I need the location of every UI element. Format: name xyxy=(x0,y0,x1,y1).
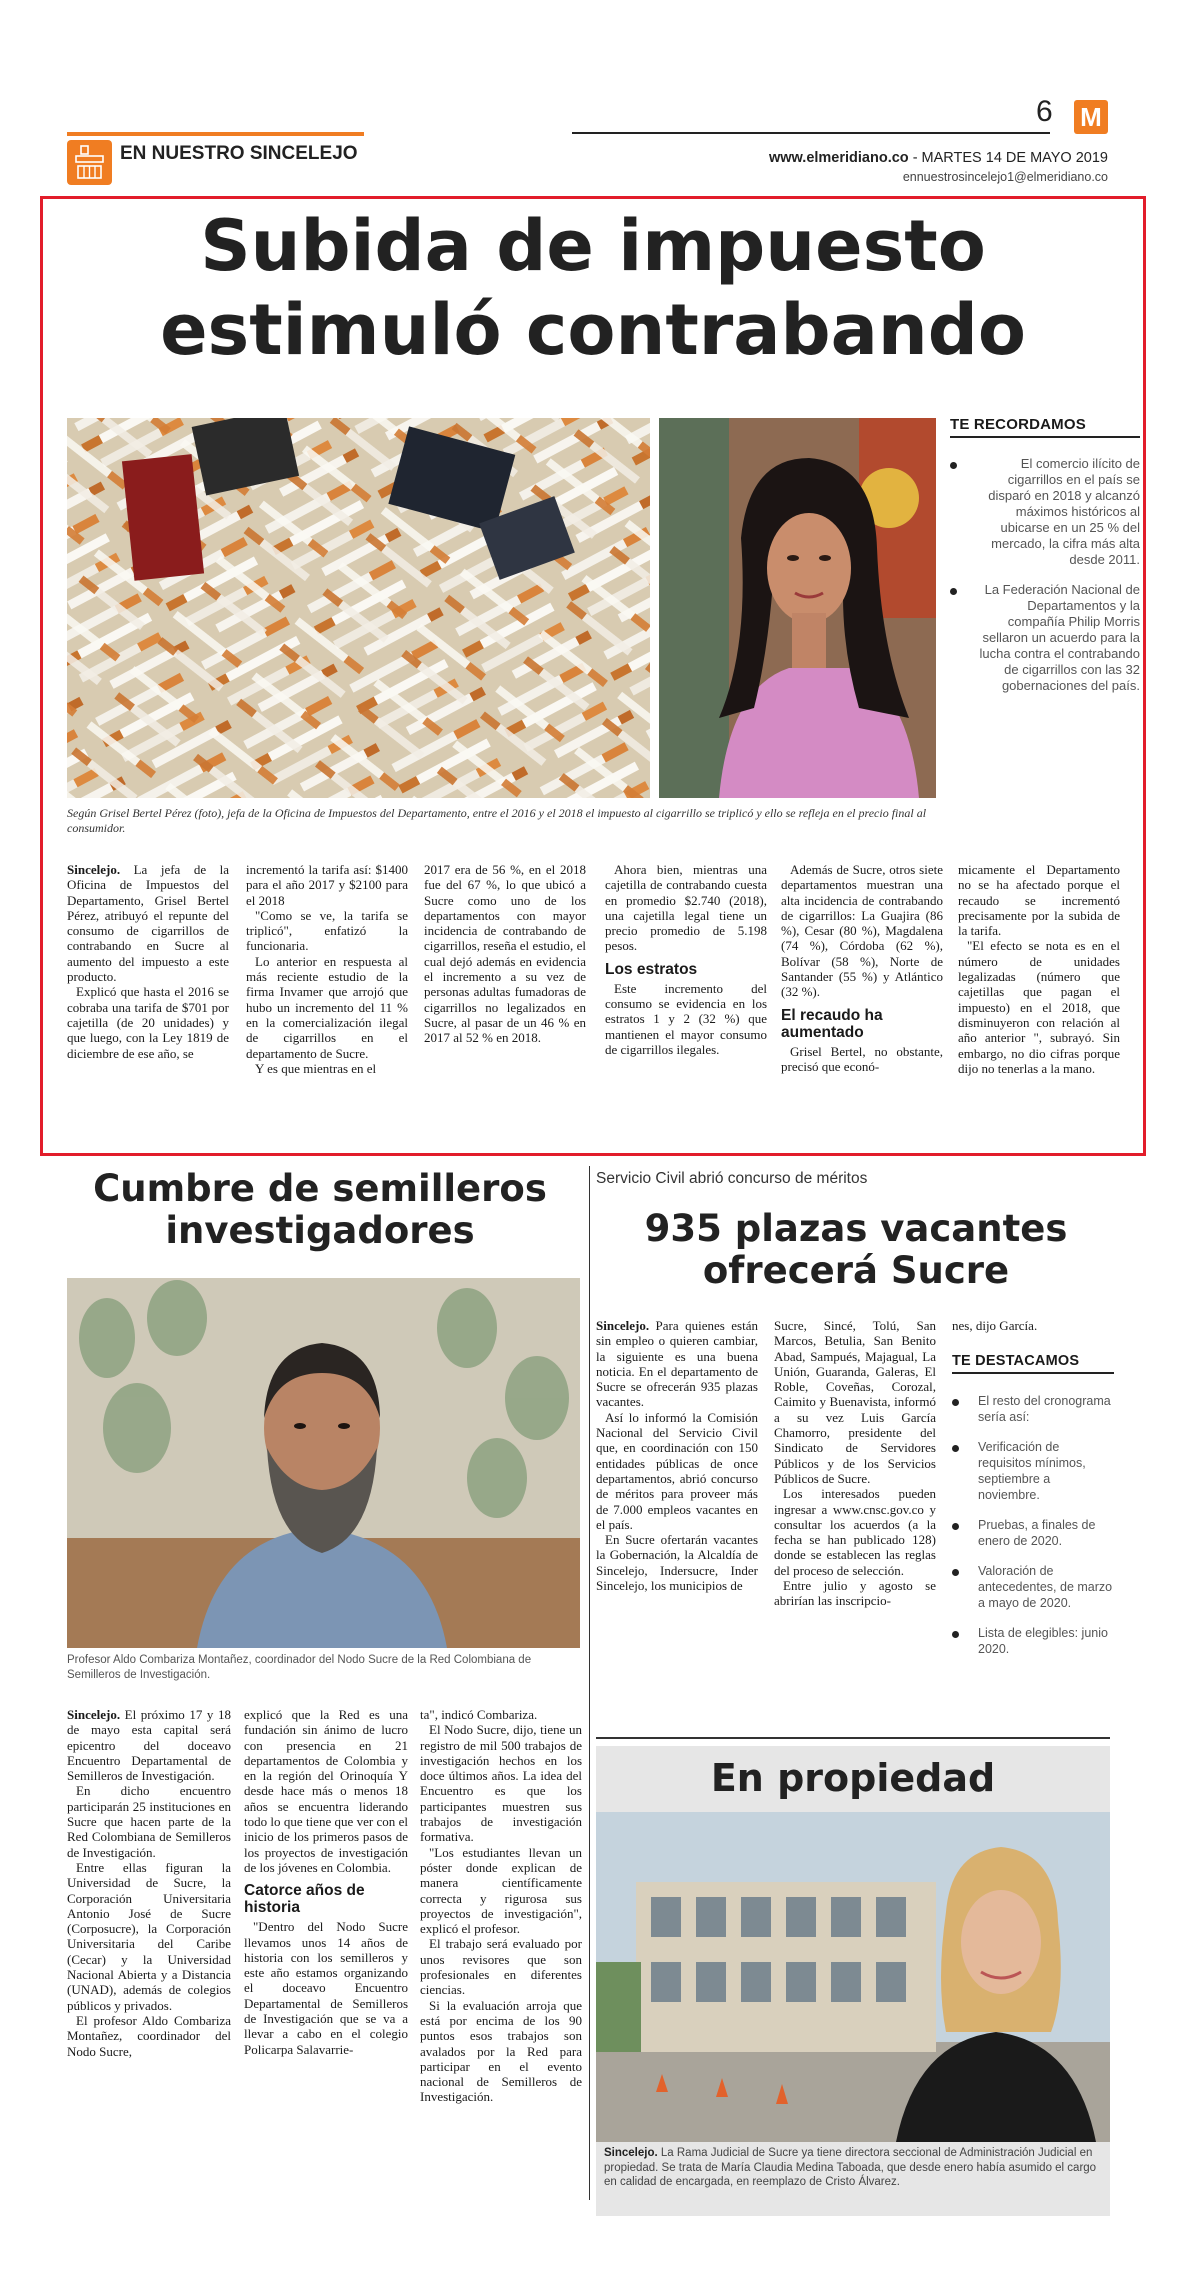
article1-column-3 xyxy=(424,862,586,1046)
article1-column-1 xyxy=(67,862,229,1061)
article1-paragraph: Lo anterior en respuesta al más reciente estudio de la firma Invamer que arrojó que hubo un incremento del 11 % en la comercialización ilegal de cigarrillos en el departamento de Sucre. xyxy=(246,953,408,1061)
article1-paragraph: "El efecto se nota es en el número de unidades legalizadas (número que cajetillas que pagan el impuesto) en el 2018, que disminuyeron con relación al año anterior ", subrayó. Sin embargo, no dio cifras porque dijo no tenerlas a la mano. xyxy=(958,938,1120,1076)
article1-paragraph: Además de Sucre, otros siete departamentos muestran una alta incidencia de contrabando de cigarrillos: La Guajira (86 %), Cesar (80 %), Magdalena (74 %), Córdoba (62 %), Bolívar (58 %), Norte de Santander (55 %) y Atlántico (32 %). xyxy=(781,862,943,1000)
list-item: Valoración de antecedentes, de marzo a mayo de 2020. xyxy=(952,1563,1114,1611)
article1-headline-line2: estimuló contrabando xyxy=(160,289,1026,371)
te-destacamos-heading: TE DESTACAMOS xyxy=(952,1353,1114,1374)
subheading-recaudo: El recaudo ha aumentado xyxy=(781,1006,883,1041)
dateline: Sincelejo. xyxy=(67,862,121,877)
article2-headline-line2: investigadores xyxy=(165,1209,475,1252)
article1-headline-line1: Subida de impuesto xyxy=(200,205,986,287)
section-icon xyxy=(67,140,112,185)
article3-paragraph: Sucre, Sincé, Tolú, San Marcos, Betulia, San Benito Abad, Sampués, Majagual, La Unión, Guaranda, Galeras, El Roble, Coveñas, Corozal, Caimito y Buenavista, informó a su vez Luis García Chamorro, presidente del Sindicato de Servidores Públicos y de los Servicios Públicos de Sucre. xyxy=(774,1318,936,1486)
building-portrait-illustration xyxy=(596,1812,1110,2142)
article1-headline xyxy=(50,204,1136,372)
article1-column-5 xyxy=(781,862,943,1074)
aldo-combariza-photo xyxy=(67,1278,580,1648)
article1-paragraph: Sincelejo. La jefa de la Oficina de Impuestos del Departamento, Grisel Bertel Pérez, atribuyó el repunte del consumo de cigarrillos de contrabando en Sucre al aumento del impuesto a este producto. xyxy=(67,862,229,985)
article3-paragraph: Así lo informó la Comisión Nacional del Servicio Civil que, en coordinación con 150 entidades públicas de once departamentos, abrió concurso de méritos para proveer más de 7.000 empleos vacantes en el país. xyxy=(596,1409,758,1532)
article2-column-1 xyxy=(67,1707,231,2059)
article2-photo-caption: Profesor Aldo Combariza Montañez, coordinador del Nodo Sucre de la Red Colombiana de Semilleros de Investigación. xyxy=(67,1654,532,1681)
article3-headline-line2: ofrecerá Sucre xyxy=(702,1249,1010,1292)
article3-paragraph: Entre julio y agosto se abrirían las inscripcio- xyxy=(774,1578,936,1609)
te-recordamos-list xyxy=(950,456,1140,708)
article2-column-3 xyxy=(420,1707,582,2105)
dateline: Sincelejo. xyxy=(67,1707,121,1722)
maria-claudia-photo xyxy=(596,1812,1110,2142)
list-item: El comercio ilícito de cigarrillos en el país se disparó en 2018 y alcanzó máximos históricos al ubicarse en un 25 % del mercado, la cifra más alta desde 2011. xyxy=(950,456,1140,568)
list-item: Pruebas, a finales de enero de 2020. xyxy=(952,1517,1114,1549)
en-propiedad-rule xyxy=(596,1737,1110,1739)
article2-paragraph: "Dentro del Nodo Sucre llevamos unos 14 años de historia con los semilleros y este año estamos organizando el doceavo Encuentro Departamental de Semilleros de Investigación que se va a llevar a cabo en el colegio Policarpa Salavarrie- xyxy=(244,1919,408,2057)
article1-paragraph: Y es que mientras en el xyxy=(255,1060,377,1076)
article3-column-1 xyxy=(596,1318,758,1593)
article3-paragraph: Sincelejo. Para quienes están sin empleo o quieren cambiar, la siguiente es una buena noticia. En el departamento de Sucre se ofrecerán 935 plazas vacantes. xyxy=(596,1318,758,1410)
te-recordamos-heading: TE RECORDAMOS xyxy=(950,416,1140,438)
list-item: Lista de elegibles: junio 2020. xyxy=(952,1625,1114,1657)
dateline-row xyxy=(769,150,1108,166)
article2-paragraph: Sincelejo. El próximo 17 y 18 de mayo esta capital será epicentro del doceavo Encuentro Departamental de Semilleros de Investigación. xyxy=(67,1707,231,1784)
header-rule xyxy=(572,132,1050,134)
logo-letter: M xyxy=(1080,102,1102,132)
article2-paragraph: Si la evaluación arroja que está por encima de los 90 puntos esos trabajos son avalados por la Red para participar en el evento nacional de Semilleros de Investigación. xyxy=(420,1997,582,2105)
page-number: 6 xyxy=(1036,95,1053,128)
grisel-bertel-photo xyxy=(659,418,936,798)
section-title: EN NUESTRO SINCELEJO xyxy=(120,143,358,164)
article2-headline xyxy=(60,1168,580,1252)
article1-paragraph: incrementó la tarifa así: $1400 para el año 2017 y $2100 para el 2018 xyxy=(246,862,408,908)
article1-photo-caption: Según Grisel Bertel Pérez (foto), jefa de la Oficina de Impuestos del Departamento, entre el 2016 y el 2018 el impuesto al cigarrillo se triplicó y ello se refleja en el precio final al consumidor. xyxy=(67,806,927,835)
article2-paragraph: En dicho encuentro participarán 25 instituciones en Sucre que hacen parte de la Red Colombiana de Semilleros de Investigación. xyxy=(67,1783,231,1860)
dateline: Sincelejo. xyxy=(604,2147,658,2159)
article2-headline-line1: Cumbre de semilleros xyxy=(93,1167,547,1210)
article1-column-4 xyxy=(605,862,767,1057)
article4-headline: En propiedad xyxy=(710,1756,996,1800)
list-item: Verificación de requisitos mínimos, septiembre a noviembre. xyxy=(952,1439,1114,1503)
cigarettes-photo xyxy=(67,418,650,798)
article3-kicker: Servicio Civil abrió concurso de méritos xyxy=(596,1170,868,1187)
article3-paragraph: Los interesados pueden ingresar a www.cnsc.gov.co y consultar los acuerdos (a la fecha se han publicado 128) donde se establecen las reglas del proceso de selección. xyxy=(774,1486,936,1578)
list-item: La Federación Nacional de Departamentos y la compañía Philip Morris sellaron un acuerdo para la lucha contra el contrabando de cigarrillos con las 32 gobernaciones del país. xyxy=(950,582,1140,694)
column-divider xyxy=(589,1166,590,2200)
logo xyxy=(1074,100,1108,134)
article2-paragraph: explicó que la Red es una fundación sin ánimo de lucro con presencia en 21 departamentos de Colombia y en la región del Orinoquía Y desde hace más o menos 18 años se encuentra liderando todo lo que tiene que ver con el inicio de los primeros pasos de los proyectos de investigación de los jóvenes en Colombia. xyxy=(244,1707,408,1875)
section-rule xyxy=(67,132,364,136)
article4-caption: Sincelejo. La Rama Judicial de Sucre ya tiene directora seccional de Administración Judicial en propiedad. Se trata de María Claudia Medina Taboada, que desde enero había asumido el cargo en calidad de encargada, en reemplazo de Cristo Álvarez. xyxy=(604,2147,1097,2188)
article1-paragraph: Este incremento del consumo se evidencia en los estratos 1 y 2 (32 %) que mantienen el mayor consumo de cigarrillos ilegales. xyxy=(605,980,767,1057)
portrait-illustration xyxy=(659,418,936,798)
article3-headline xyxy=(596,1208,1116,1292)
article1-column-6 xyxy=(958,862,1120,1076)
te-destacamos-list xyxy=(952,1393,1114,1671)
article1-paragraph: 2017 era de 56 %, en el 2018 fue del 67 %, lo que ubicó a Sucre como uno de los departamentos con mayor incidencia de contrabando de cigarrillos, reseña el estudio, el cual dejó además en evidencia el incremento a su vez de personas adultas fumadoras de cigarrillos no legalizados en Sucre, al pasar de un 46 % en 2017 al 52 % en 2018. xyxy=(424,862,586,1046)
article2-paragraph: ta", indicó Combariza. xyxy=(420,1707,538,1722)
section-email[interactable]: ennuestrosincelejo1@elmeridiano.co xyxy=(902,170,1108,184)
article3-column-3 xyxy=(952,1318,1114,1333)
article2-paragraph: El profesor Aldo Combariza Montañez, coordinador del Nodo Sucre, xyxy=(67,2012,231,2059)
article1-paragraph: micamente el Departamento no se ha afectado porque el recaudo se incrementó precisamente por la subida de la tarifa. xyxy=(958,862,1120,939)
list-item: El resto del cronograma sería así: xyxy=(952,1393,1114,1425)
cigarettes-illustration xyxy=(67,418,650,798)
subheading-los-estratos: Los estratos xyxy=(605,960,698,978)
article2-paragraph: Entre ellas figuran la Universidad de Sucre, la Corporación Universitaria Antonio José de Sucre (Corposucre), la Corporación Universitaria del Caribe (Cecar) y la Universidad Nacional Abierta y a Distancia (UNAD), además de colegios públicos y privados. xyxy=(67,1859,231,2013)
article2-paragraph: El trabajo será evaluado por unos revisores que son profesionales en diferentes ciencias. xyxy=(420,1936,582,1998)
article2-paragraph: "Los estudiantes llevan un póster donde explican de manera científicamente correcta y rigurosa sus proyectos de investigación", explicó el profesor. xyxy=(420,1844,582,1937)
article1-paragraph: Explicó que hasta el 2016 se cobraba una tarifa de $701 por cajetilla (de 20 unidades) y que luego, con la Ley 1819 de diciembre de ese año, se xyxy=(67,984,229,1061)
article1-column-2 xyxy=(246,862,408,1076)
article3-paragraph: En Sucre ofertarán vacantes la Gobernación, la Alcaldía de Sincelejo, Indersucre, Inder Sincelejo, los municipios de xyxy=(596,1532,758,1594)
article1-paragraph: "Como se ve, la tarifa se triplicó", enfatizó la funcionaria. xyxy=(246,907,408,954)
article2-paragraph: El Nodo Sucre, dijo, tiene un registro de mil 500 trabajos de investigación hechos en los doce últimos años. La idea del Encuentro es que los participantes muestren sus trabajos de investigación formativa. xyxy=(420,1722,582,1845)
issue-date: - MARTES 14 DE MAYO 2019 xyxy=(912,150,1108,166)
article1-paragraph: Ahora bien, mientras una cajetilla de contrabando cuesta en promedio $2.740 (2018), una cajetilla legal tiene un precio promedio de 5.198 pesos. xyxy=(605,862,767,954)
website-link[interactable]: www.elmeridiano.co xyxy=(769,150,909,166)
article1-paragraph: Grisel Bertel, no obstante, precisó que econó- xyxy=(781,1043,943,1074)
article3-paragraph: nes, dijo García. xyxy=(952,1318,1038,1333)
portrait-illustration xyxy=(67,1278,580,1648)
subheading-catorce-anos: Catorce años de historia xyxy=(244,1882,365,1917)
building-icon xyxy=(67,140,112,185)
dateline: Sincelejo. xyxy=(596,1318,650,1333)
article3-headline-line1: 935 plazas vacantes xyxy=(644,1207,1068,1250)
article2-column-2 xyxy=(244,1707,408,2057)
article3-column-2 xyxy=(774,1318,936,1609)
